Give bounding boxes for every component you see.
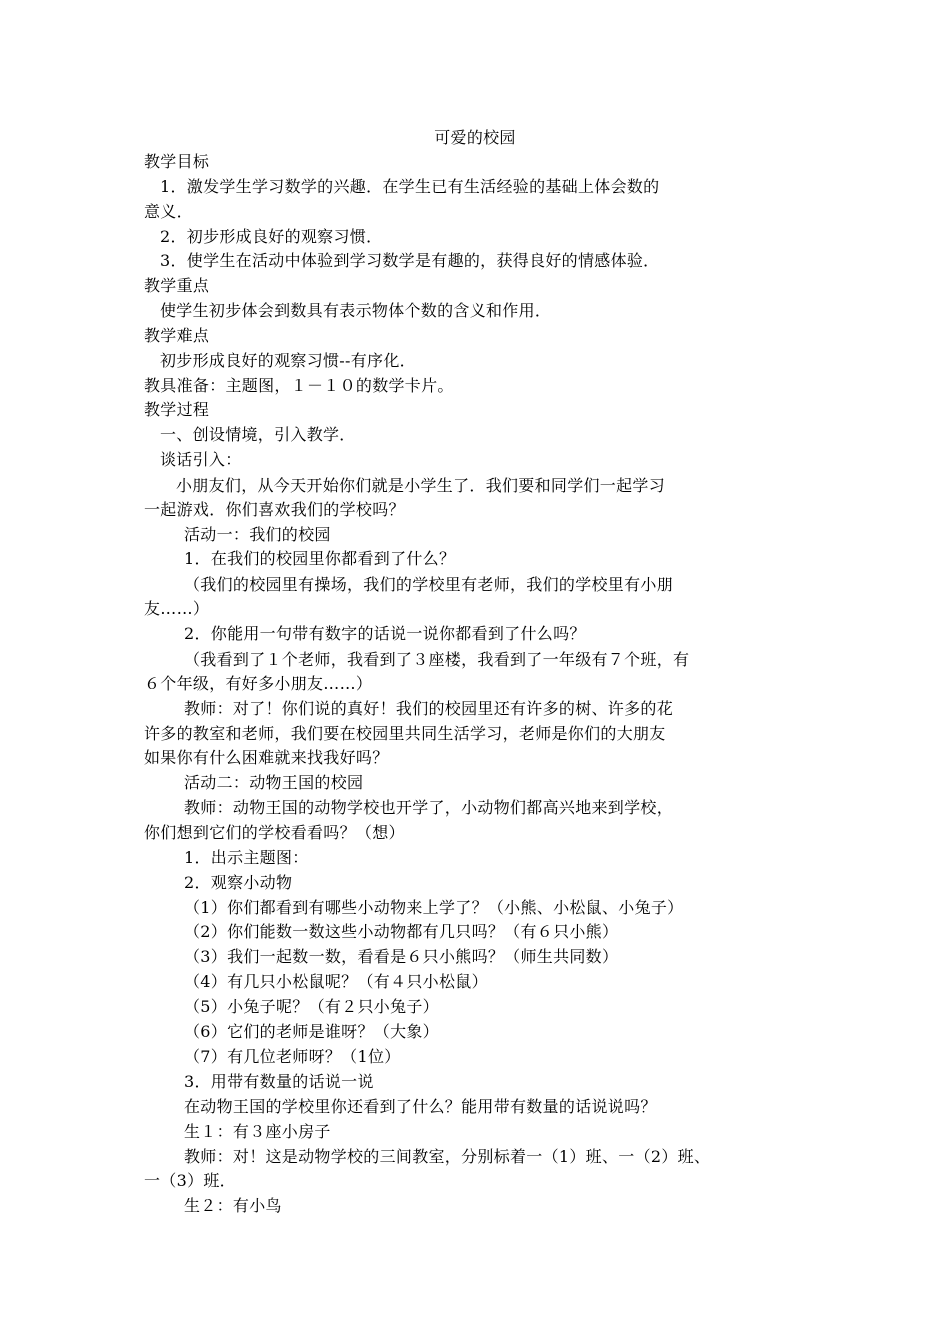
text-line: 如果你有什么困难就来找我好吗？ — [144, 748, 389, 767]
text-line: （3）我们一起数一数，看看是６只小熊吗？（师生共同数） — [184, 947, 619, 966]
text-line: （2）你们能数一数这些小动物都有几只吗？（有６只小熊） — [184, 922, 619, 941]
text-line: 意义． — [144, 202, 193, 221]
text-line: 1．激发学生学习数学的兴趣．在学生已有生活经验的基础上体会数的 — [160, 177, 660, 196]
text-line: 1．出示主题图： — [184, 848, 309, 867]
text-line: 教学难点 — [144, 326, 210, 345]
text-line: （1）你们都看到有哪些小动物来上学了？（小熊、小松鼠、小兔子） — [184, 898, 684, 917]
text-line: 一（3）班． — [144, 1171, 236, 1190]
text-line: 教学目标 — [144, 152, 210, 171]
text-line: 一、创设情境，引入教学． — [160, 425, 356, 444]
text-line: 教学过程 — [144, 400, 210, 419]
text-line: （4）有几只小松鼠呢？（有４只小松鼠） — [184, 972, 488, 991]
text-line: 一起游戏．你们喜欢我们的学校吗？ — [144, 500, 405, 519]
document-title: 可爱的校园 — [434, 128, 516, 147]
text-line: 小朋友们，从今天开始你们就是小学生了．我们要和同学们一起学习 — [176, 476, 666, 495]
text-line: 生１：有３座小房子 — [184, 1122, 331, 1141]
text-line: 教师：对！这是动物学校的三间教室，分别标着一（1）班、一（2）班、 — [184, 1147, 711, 1166]
text-line: 谈话引入： — [160, 450, 242, 469]
text-line: 初步形成良好的观察习惯--有序化． — [160, 351, 416, 370]
text-line: 教具准备：主题图，１－１０的数学卡片。 — [144, 376, 454, 395]
text-line: 教师：动物王国的动物学校也开学了，小动物们都高兴地来到学校， — [184, 798, 674, 817]
text-line: 生２：有小鸟 — [184, 1196, 282, 1215]
text-line: （5）小兔子呢？（有２只小兔子） — [184, 997, 439, 1016]
text-line: 3．使学生在活动中体验到学习数学是有趣的，获得良好的情感体验． — [160, 251, 660, 270]
text-line: （6）它们的老师是谁呀？（大象） — [184, 1022, 439, 1041]
text-line: 活动一：我们的校园 — [184, 525, 331, 544]
text-line: 教学重点 — [144, 276, 210, 295]
text-line: 3．用带有数量的话说一说 — [184, 1072, 374, 1091]
text-line: 你们想到它们的学校看看吗？（想） — [144, 823, 405, 842]
text-line: 友……） — [144, 599, 210, 618]
text-line: 2．观察小动物 — [184, 873, 293, 892]
text-line: 活动二：动物王国的校园 — [184, 773, 364, 792]
text-line: 1．在我们的校园里你都看到了什么？ — [184, 549, 456, 568]
text-line: （我们的校园里有操场，我们的学校里有老师，我们的学校里有小朋 — [184, 575, 674, 594]
text-line: （7）有几位老师呀？（1位） — [184, 1047, 401, 1066]
text-line: 使学生初步体会到数具有表示物体个数的含义和作用． — [160, 301, 552, 320]
text-line: （我看到了１个老师，我看到了３座楼，我看到了一年级有７个班，有 — [184, 650, 690, 669]
text-line: 2．初步形成良好的观察习惯． — [160, 227, 383, 246]
text-line: 许多的教室和老师，我们要在校园里共同生活学习，老师是你们的大朋友 — [144, 724, 666, 743]
text-line: 2．你能用一句带有数字的话说一说你都看到了什么吗？ — [184, 624, 586, 643]
text-line: 在动物王国的学校里你还看到了什么？能用带有数量的话说说吗？ — [184, 1097, 657, 1116]
text-line: ６个年级，有好多小朋友……） — [144, 674, 373, 693]
text-line: 教师：对了！你们说的真好！我们的校园里还有许多的树、许多的花 — [184, 699, 674, 718]
